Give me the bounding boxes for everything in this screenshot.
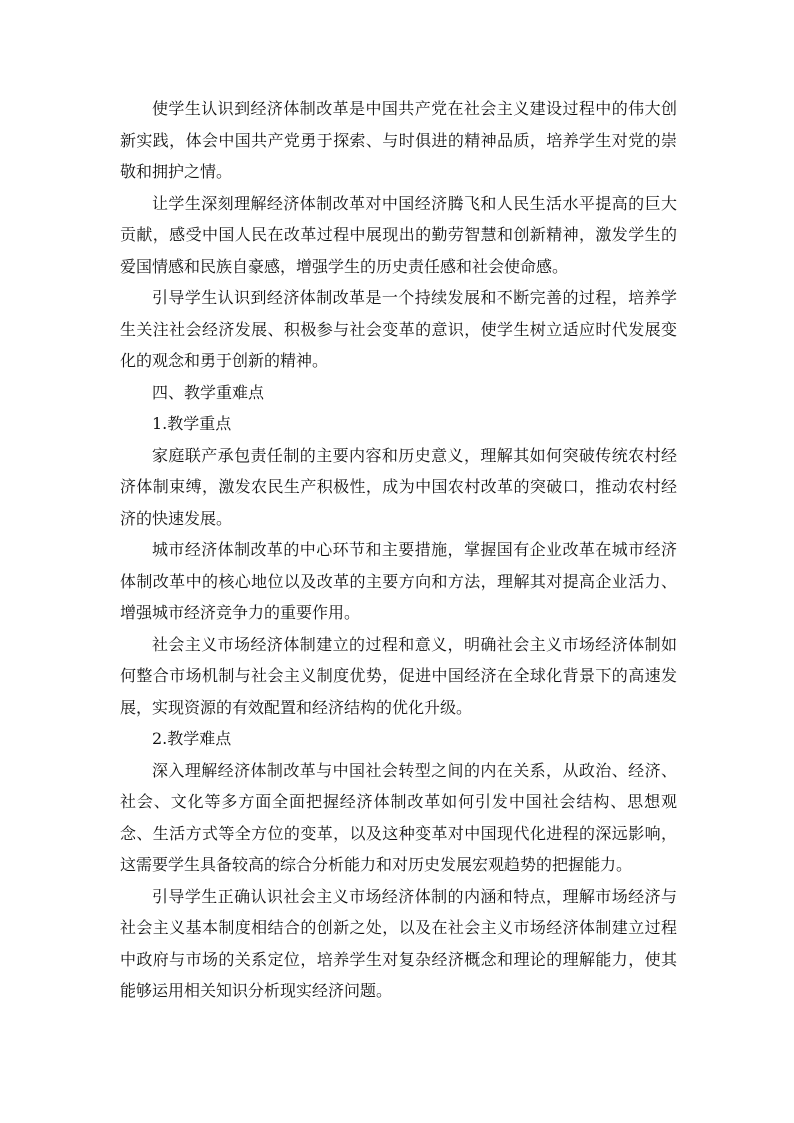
paragraph-key-3: 社会主义市场经济体制建立的过程和意义，明确社会主义市场经济体制如何整合市场机制与社会主义制度优势，促进中国经济在全球化背景下的高速发展，实现资源的有效配置和经济结构的优化升级。 — [120, 634, 677, 717]
section-heading-key-difficult-points: 四、教学重难点 — [152, 382, 265, 402]
paragraph-key-1: 家庭联产承包责任制的主要内容和历史意义，理解其如何突破传统农村经济体制束缚，激发农民生产积极性，成为中国农村改革的突破口，推动农村经济的快速发展。 — [120, 445, 677, 528]
paragraph-goal-1: 使学生认识到经济体制改革是中国共产党在社会主义建设过程中的伟大创新实践，体会中国共产党勇于探索、与时俱进的精神品质，培养学生对党的崇敬和拥护之情。 — [120, 99, 677, 181]
paragraph-difficult-1: 深入理解经济体制改革与中国社会转型之间的内在关系，从政治、经济、社会、文化等多方面全面把握经济体制改革如何引发中国社会结构、思想观念、生活方式等全方位的变革，以及这种变革对中国现代化进程的深远影响，这需要学生具备较高的综合分析能力和对历史发展宏观趋势的把握能力。 — [120, 760, 677, 874]
subheading-difficult-points: 2.教学难点 — [152, 729, 232, 748]
paragraph-goal-3: 引导学生认识到经济体制改革是一个持续发展和不断完善的过程，培养学生关注社会经济发展、积极参与社会变革的意识，使学生树立适应时代发展变化的观念和勇于创新的精神。 — [120, 288, 677, 370]
paragraph-goal-2: 让学生深刻理解经济体制改革对中国经济腾飞和人民生活水平提高的巨大贡献，感受中国人民在改革过程中展现出的勤劳智慧和创新精神，激发学生的爱国情感和民族自豪感，增强学生的历史责任感和社会使命感。 — [120, 193, 677, 276]
paragraph-key-2: 城市经济体制改革的中心环节和主要措施，掌握国有企业改革在城市经济体制改革中的核心地位以及改革的主要方向和方法，理解其对提高企业活力、增强城市经济竞争力的重要作用。 — [120, 540, 677, 622]
subheading-key-points: 1.教学重点 — [152, 414, 232, 433]
paragraph-difficult-2: 引导学生正确认识社会主义市场经济体制的内涵和特点，理解市场经济与社会主义基本制度相结合的创新之处，以及在社会主义市场经济体制建立过程中政府与市场的关系定位，培养学生对复杂经济概念和理论的理解能力，使其能够运用相关知识分析现实经济问题。 — [120, 886, 677, 1000]
document-page — [120, 93, 677, 1007]
